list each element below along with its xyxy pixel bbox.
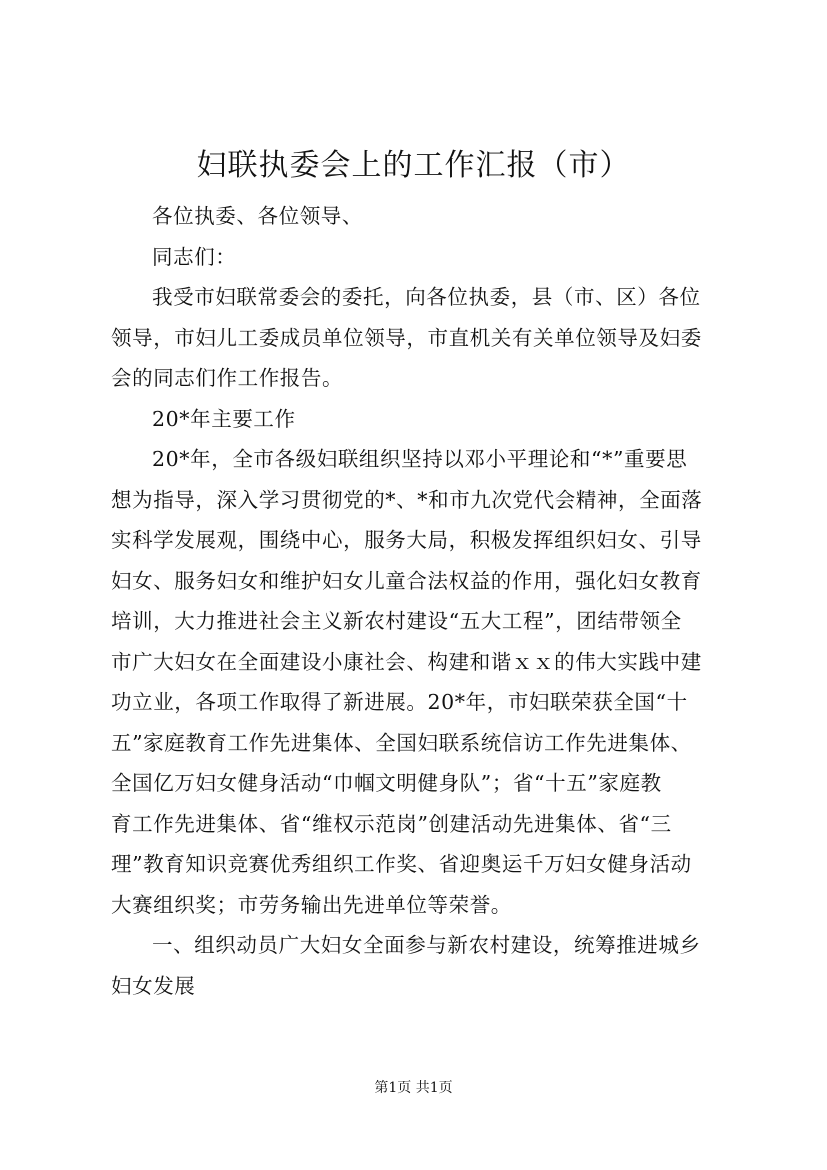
paragraph-line: 我受市妇联常委会的委托，向各位执委，县（市、区）各位 bbox=[152, 285, 701, 309]
paragraph-line: 想为指导，深入学习贯彻党的*、*和市九次党代会精神，全面落 bbox=[111, 487, 703, 512]
salutation-line: 同志们： bbox=[152, 244, 237, 269]
paragraph-line: 培训，大力推进社会主义新农村建设“五大工程”，团结带领全 bbox=[111, 609, 682, 633]
paragraph-line: 大赛组织奖；市劳务输出先进单位等荣誉。 bbox=[111, 892, 512, 917]
section-heading: 一、组织动员广大妇女全面参与新农村建设，统筹推进城乡 bbox=[152, 933, 701, 957]
paragraph-line: 功立业，各项工作取得了新进展。20*年，市妇联荣获全国“十 bbox=[111, 690, 688, 714]
document-body bbox=[111, 196, 731, 1006]
section-heading: 妇女发展 bbox=[111, 973, 196, 998]
salutation-line: 各位执委、各位领导、 bbox=[152, 204, 363, 228]
paragraph-line: 市广大妇女在全面建设小康社会、构建和谐ｘｘ的伟大实践中建 bbox=[111, 649, 702, 674]
paragraph-line: 会的同志们作工作报告。 bbox=[111, 366, 344, 390]
document-title: 妇联执委会上的工作汇报（市） bbox=[196, 148, 631, 183]
paragraph-line: 全国亿万妇女健身活动“巾帼文明健身队”；省“十五”家庭教 bbox=[111, 771, 662, 795]
paragraph-line: 育工作先进集体、省“维权示范岗”创建活动先进集体、省“三 bbox=[111, 811, 672, 836]
page-number-footer: 第1页 共1页 bbox=[374, 1080, 453, 1096]
section-heading: 20*年主要工作 bbox=[152, 406, 296, 431]
paragraph-line: 实科学发展观，围绕中心，服务大局，积极发挥组织妇女、引导 bbox=[111, 528, 702, 552]
paragraph-line: 理”教育知识竞赛优秀组织工作奖、省迎奥运千万妇女健身活动 bbox=[111, 852, 692, 876]
paragraph-line: 20*年，全市各级妇联组织坚持以邓小平理论和“*”重要思 bbox=[152, 447, 688, 471]
paragraph-line: 五”家庭教育工作先进集体、全国妇联系统信访工作先进集体、 bbox=[111, 730, 692, 755]
paragraph-line: 妇女、服务妇女和维护妇女儿童合法权益的作用，强化妇女教育 bbox=[111, 568, 702, 593]
paragraph-line: 领导，市妇儿工委成员单位领导，市直机关有关单位领导及妇委 bbox=[111, 325, 702, 350]
